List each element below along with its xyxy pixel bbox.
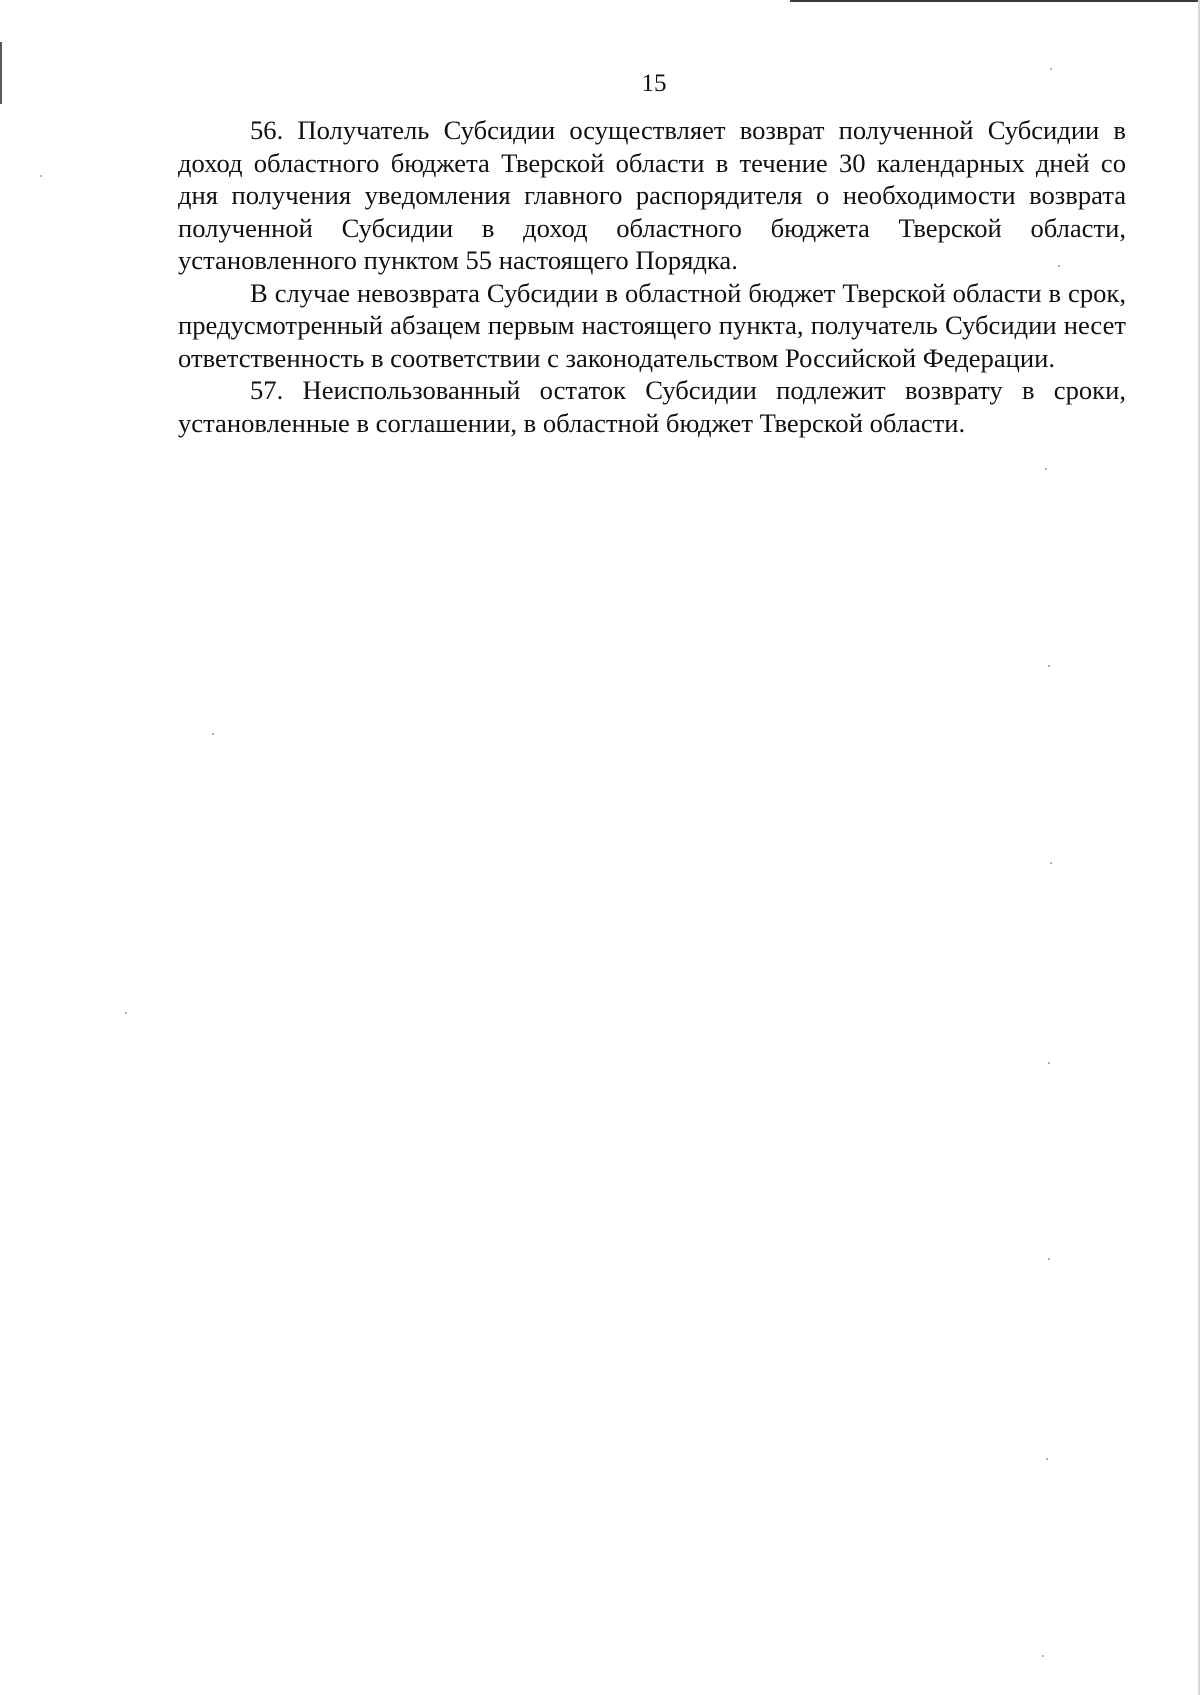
scan-speck [1045, 468, 1047, 470]
scan-speck [125, 1012, 127, 1014]
scan-speck [1042, 1655, 1044, 1657]
scan-speck [212, 733, 214, 735]
scan-speck [40, 175, 42, 177]
scan-speck [1046, 1458, 1048, 1460]
paragraph-56-second: В случае невозврата Субсидии в областной бюджет Тверской области в срок, предусмотренный абзацем первым настоящего пункта, получатель Субсидии несет ответственность в соответствии с законодательством Российской Федерации. [178, 277, 1126, 373]
paragraph-56: 56. Получатель Субсидии осуществляет возврат полученной Субсидии в доход областного бюджета Тверской области в течение 30 календарных дней со дня получения уведомления главного распорядителя о необходимости возврата полученной Субсидии в доход областного бюджета Тверской области, установленного пунктом 55 настоящего Порядка. [178, 115, 1126, 275]
scan-speck [1050, 862, 1052, 864]
document-body [178, 114, 1126, 439]
scan-speck [1048, 1258, 1050, 1260]
scan-speck [1048, 1062, 1050, 1064]
page-number: 15 [641, 70, 667, 97]
scan-edge-artifact [790, 0, 1200, 2]
scan-speck [1048, 665, 1050, 667]
paragraph-57: 57. Неиспользованный остаток Субсидии подлежит возврату в сроки, установленные в соглашении, в областной бюджет Тверской области. [178, 375, 1126, 438]
